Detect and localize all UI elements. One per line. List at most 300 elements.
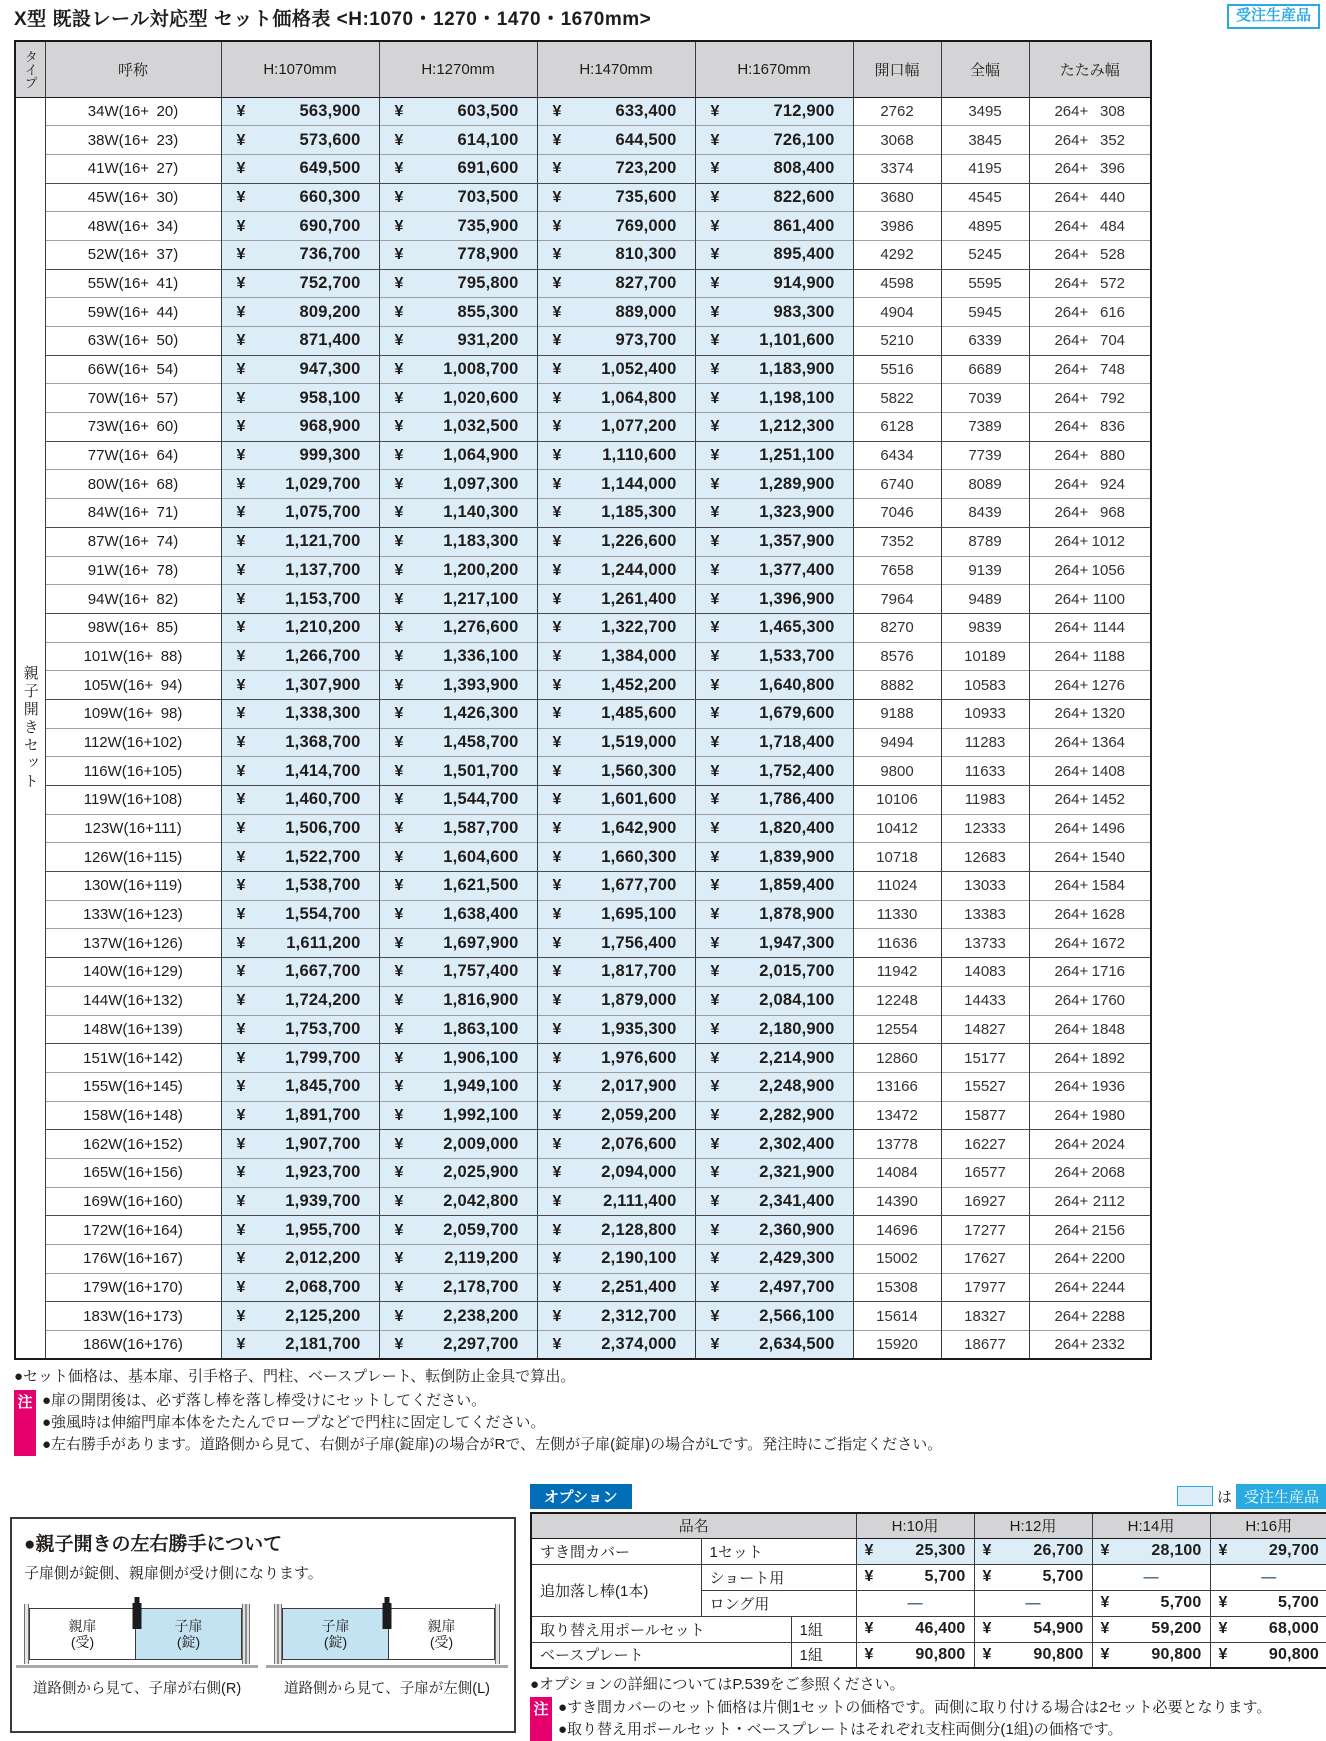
price-cell [379, 298, 537, 327]
model-name: 148W(16+139) [45, 1015, 221, 1044]
yen-symbol: ¥ [236, 1336, 246, 1354]
note-line: ●セット価格は、基本扉、引手格子、門柱、ベースプレート、転倒防止金具で算出。 [14, 1368, 576, 1385]
yen-symbol: ¥ [710, 647, 720, 665]
price-amount: 2,084,100 [759, 991, 835, 1010]
price-amount: 1,185,300 [601, 503, 677, 522]
yen-symbol: ¥ [394, 934, 404, 952]
price-cell [695, 327, 853, 356]
yen-symbol: ¥ [236, 533, 246, 551]
price-amount: 778,900 [457, 245, 519, 264]
price-amount: 2,076,600 [601, 1134, 677, 1153]
price-amount: 871,400 [299, 331, 361, 350]
price-cell [537, 872, 695, 901]
full-width: 11283 [941, 728, 1029, 757]
fold-prefix: 264+ [1054, 131, 1089, 149]
price-cell [221, 154, 379, 183]
fold-value: 1144 [1092, 619, 1126, 637]
model-name: 48W(16+ 34) [45, 212, 221, 241]
price-amount: 2,009,000 [443, 1134, 519, 1153]
price-cell [221, 1130, 379, 1159]
fold-value: 2244 [1091, 1279, 1126, 1297]
price-cell [379, 126, 537, 155]
yen-symbol: ¥ [552, 274, 562, 292]
made-to-order-badge: 受注生産品 [1227, 4, 1320, 29]
price-cell [221, 1158, 379, 1187]
fold-prefix: 264+ [1054, 561, 1089, 579]
price-cell [695, 154, 853, 183]
opening-width: 5822 [853, 384, 941, 413]
gate-post-icon [495, 1604, 500, 1664]
model-name: 186W(16+176) [45, 1331, 221, 1360]
yen-symbol: ¥ [552, 160, 562, 178]
price-amount: 1,756,400 [601, 933, 677, 952]
full-width: 17977 [941, 1273, 1029, 1302]
table-row [15, 728, 1151, 757]
gate-diagram-left [274, 1605, 500, 1663]
price-amount: 1,052,400 [601, 360, 677, 379]
price-cell [537, 1015, 695, 1044]
yen-symbol: ¥ [1100, 1594, 1110, 1611]
fold-width [1029, 413, 1151, 442]
price-amount: 1,697,900 [443, 933, 519, 952]
yen-symbol: ¥ [552, 963, 562, 981]
fold-value: 748 [1099, 361, 1126, 379]
yen-symbol: ¥ [1218, 1645, 1228, 1663]
fold-prefix: 264+ [1054, 1106, 1089, 1124]
full-width: 18677 [941, 1331, 1029, 1360]
yen-symbol: ¥ [394, 877, 404, 895]
price-cell [537, 1072, 695, 1101]
price-cell [695, 872, 853, 901]
model-name: 66W(16+ 54) [45, 355, 221, 384]
price-amount: 1,816,900 [443, 991, 519, 1010]
fold-width [1029, 929, 1151, 958]
yen-symbol: ¥ [394, 791, 404, 809]
price-cell [379, 355, 537, 384]
fold-prefix: 264+ [1054, 1279, 1089, 1297]
model-name: 133W(16+123) [45, 900, 221, 929]
price-amount: 2,282,900 [759, 1105, 835, 1124]
full-width: 8439 [941, 499, 1029, 528]
opening-width: 9188 [853, 699, 941, 728]
price-amount: 1,935,300 [601, 1019, 677, 1038]
fold-prefix: 264+ [1054, 1336, 1089, 1354]
model-name: 63W(16+ 50) [45, 327, 221, 356]
option-price-cell: ¥ 90,800 [1210, 1642, 1326, 1668]
yen-symbol: ¥ [236, 992, 246, 1010]
yen-symbol: ¥ [394, 590, 404, 608]
price-cell [537, 298, 695, 327]
yen-symbol: ¥ [982, 1568, 992, 1585]
yen-symbol: ¥ [394, 1020, 404, 1038]
price-cell [379, 499, 537, 528]
yen-symbol: ¥ [394, 131, 404, 149]
price-cell [379, 1273, 537, 1302]
price-amount: 1,879,000 [601, 991, 677, 1010]
yen-symbol: ¥ [236, 1164, 246, 1182]
price-cell [537, 413, 695, 442]
yen-symbol: ¥ [710, 102, 720, 120]
model-name: 34W(16+ 20) [45, 97, 221, 126]
price-cell [537, 958, 695, 987]
price-amount: 1,276,600 [443, 618, 519, 637]
opening-width: 5516 [853, 355, 941, 384]
yen-symbol: ¥ [394, 906, 404, 924]
price-cell [695, 413, 853, 442]
price-cell [537, 384, 695, 413]
drop-bar-icon [133, 1603, 142, 1629]
price-cell [695, 240, 853, 269]
yen-symbol: ¥ [394, 676, 404, 694]
price-amount: 914,900 [773, 273, 835, 292]
yen-symbol: ¥ [552, 676, 562, 694]
price-amount: 2,566,100 [759, 1306, 835, 1325]
yen-symbol: ¥ [394, 1049, 404, 1067]
options-notes [530, 1674, 1326, 1741]
fold-width [1029, 671, 1151, 700]
price-amount: 2,042,800 [443, 1191, 519, 1210]
price-amount: 1,695,100 [601, 905, 677, 924]
h10-header: H:10用 [856, 1513, 974, 1538]
price-cell [537, 470, 695, 499]
price-cell [379, 1158, 537, 1187]
model-name: 123W(16+111) [45, 814, 221, 843]
price-amount: 947,300 [299, 360, 361, 379]
price-amount: 1,611,200 [286, 933, 361, 952]
full-width: 11633 [941, 757, 1029, 786]
price-cell [695, 384, 853, 413]
opening-width: 3374 [853, 154, 941, 183]
yen-symbol: ¥ [236, 361, 246, 379]
price-amount: 931,200 [457, 331, 519, 350]
opening-width: 3680 [853, 183, 941, 212]
yen-symbol: ¥ [394, 848, 404, 866]
price-amount: 1,075,700 [285, 503, 361, 522]
yen-symbol: ¥ [394, 1221, 404, 1239]
price-amount: 1,501,700 [443, 761, 519, 780]
opening-width-header: 開口幅 [853, 41, 941, 97]
price-cell [695, 1044, 853, 1073]
price-amount: 1,368,700 [285, 732, 361, 751]
price-amount: 726,100 [773, 130, 835, 149]
price-amount: 2,374,000 [601, 1335, 677, 1354]
price-amount: 2,012,200 [285, 1249, 361, 1268]
yen-symbol: ¥ [982, 1620, 992, 1637]
price-amount: 1,266,700 [285, 646, 361, 665]
price-amount: 2,297,700 [443, 1335, 519, 1354]
option-price-cell: ¥ 5,700 [974, 1564, 1092, 1590]
opening-width: 4904 [853, 298, 941, 327]
fold-prefix: 264+ [1054, 791, 1089, 809]
fold-width [1029, 1331, 1151, 1360]
yen-symbol: ¥ [236, 1192, 246, 1210]
fold-value: 396 [1099, 160, 1126, 178]
option-name: 取り替え用ポールセット [531, 1616, 791, 1642]
price-amount: 1,261,400 [601, 589, 677, 608]
fold-width [1029, 183, 1151, 212]
price-amount: 1,677,700 [601, 876, 677, 895]
table-row [15, 1216, 1151, 1245]
price-amount: 1,251,100 [759, 446, 835, 465]
gate-diagram-right-wrap [24, 1605, 250, 1698]
price-amount: 1,020,600 [443, 388, 519, 407]
full-width: 13033 [941, 872, 1029, 901]
fold-value: 1540 [1091, 848, 1126, 866]
yen-symbol: ¥ [394, 1135, 404, 1153]
yen-symbol: ¥ [710, 1106, 720, 1124]
yen-symbol: ¥ [236, 848, 246, 866]
table-row [15, 872, 1151, 901]
price-cell [379, 527, 537, 556]
model-name: 162W(16+152) [45, 1130, 221, 1159]
model-name: 105W(16+ 94) [45, 671, 221, 700]
price-amount: 563,900 [299, 101, 361, 120]
model-name: 38W(16+ 23) [45, 126, 221, 155]
yen-symbol: ¥ [394, 332, 404, 350]
price-amount: 614,100 [457, 130, 519, 149]
full-width: 9839 [941, 613, 1029, 642]
fold-prefix: 264+ [1054, 906, 1089, 924]
yen-symbol: ¥ [710, 504, 720, 522]
price-amount: 1,554,700 [285, 905, 361, 924]
price-amount: 1,679,600 [759, 704, 835, 723]
yen-symbol: ¥ [552, 877, 562, 895]
yen-symbol: ¥ [864, 1568, 874, 1585]
yen-symbol: ¥ [394, 217, 404, 235]
fold-width [1029, 1302, 1151, 1331]
fold-width [1029, 556, 1151, 585]
full-width: 6689 [941, 355, 1029, 384]
price-amount: 1,338,300 [285, 704, 361, 723]
price-cell [537, 1187, 695, 1216]
fold-width-header: たたみ幅 [1029, 41, 1151, 97]
option-row [531, 1616, 1326, 1642]
price-cell [537, 929, 695, 958]
price-cell [537, 613, 695, 642]
price-amount: 1,140,300 [443, 503, 519, 522]
option-price-cell: ¥ 90,800 [1092, 1642, 1210, 1668]
yen-symbol: ¥ [394, 361, 404, 379]
opening-width: 9494 [853, 728, 941, 757]
price-amount: 1,642,900 [601, 819, 677, 838]
price-cell [537, 1044, 695, 1073]
fold-width [1029, 757, 1151, 786]
fold-width [1029, 240, 1151, 269]
opening-width: 9800 [853, 757, 941, 786]
model-name: 155W(16+145) [45, 1072, 221, 1101]
yen-symbol: ¥ [710, 1221, 720, 1239]
yen-symbol: ¥ [236, 475, 246, 493]
price-amount: 644,500 [615, 130, 677, 149]
fold-width [1029, 843, 1151, 872]
options-section [530, 1484, 1326, 1741]
table-row [15, 1273, 1151, 1302]
opening-width: 15614 [853, 1302, 941, 1331]
price-cell [695, 843, 853, 872]
option-row [531, 1564, 1326, 1590]
price-amount: 983,300 [773, 302, 835, 321]
price-cell [221, 298, 379, 327]
price-cell [695, 355, 853, 384]
price-cell [221, 699, 379, 728]
option-unit: ショート用 [701, 1564, 856, 1590]
fold-width [1029, 499, 1151, 528]
price-cell [379, 1015, 537, 1044]
main-notes [14, 1366, 1314, 1456]
yen-symbol: ¥ [710, 561, 720, 579]
option-price-cell: ¥ 28,100 [1092, 1538, 1210, 1564]
fold-width [1029, 97, 1151, 126]
price-amount: 973,700 [615, 331, 677, 350]
price-cell [221, 728, 379, 757]
opening-width: 3068 [853, 126, 941, 155]
price-amount: 2,634,500 [759, 1335, 835, 1354]
yen-symbol: ¥ [236, 647, 246, 665]
fold-width [1029, 269, 1151, 298]
page-header [14, 4, 1320, 31]
yen-symbol: ¥ [710, 246, 720, 264]
opening-width: 11942 [853, 958, 941, 987]
fold-value: 1980 [1091, 1106, 1126, 1124]
options-badge: オプション [530, 1484, 632, 1509]
fold-width [1029, 900, 1151, 929]
price-amount: 958,100 [299, 388, 361, 407]
price-amount: 1,878,900 [759, 905, 835, 924]
fold-value: 1100 [1092, 590, 1126, 608]
yen-symbol: ¥ [236, 332, 246, 350]
yen-symbol: ¥ [236, 762, 246, 780]
yen-symbol: ¥ [552, 848, 562, 866]
price-cell [379, 872, 537, 901]
price-amount: 1,817,700 [601, 962, 677, 981]
full-width: 9139 [941, 556, 1029, 585]
price-amount: 2,248,900 [759, 1077, 835, 1096]
opening-width: 7964 [853, 585, 941, 614]
fold-prefix: 264+ [1054, 705, 1089, 723]
model-name: 179W(16+170) [45, 1273, 221, 1302]
yen-symbol: ¥ [552, 389, 562, 407]
fold-prefix: 264+ [1054, 963, 1089, 981]
opening-width: 7658 [853, 556, 941, 585]
price-amount: 752,700 [299, 273, 361, 292]
yen-symbol: ¥ [394, 619, 404, 637]
fold-value: 1056 [1091, 561, 1126, 579]
handedness-box [10, 1517, 516, 1733]
yen-symbol: ¥ [394, 762, 404, 780]
fold-prefix: 264+ [1054, 619, 1089, 637]
price-amount: 1,923,700 [285, 1163, 361, 1182]
model-name: 94W(16+ 82) [45, 585, 221, 614]
full-width: 11983 [941, 786, 1029, 815]
price-cell [537, 240, 695, 269]
price-amount: 1,244,000 [601, 560, 677, 579]
option-unit: 1組 [791, 1616, 856, 1642]
gate-caption-left: 道路側から見て、子扉が左側(L) [284, 1681, 490, 1697]
price-cell [221, 814, 379, 843]
yen-symbol: ¥ [394, 733, 404, 751]
yen-symbol: ¥ [710, 762, 720, 780]
price-cell [379, 1072, 537, 1101]
yen-symbol: ¥ [710, 820, 720, 838]
price-cell [537, 126, 695, 155]
table-row [15, 1331, 1151, 1360]
yen-symbol: ¥ [552, 418, 562, 436]
option-price-cell: ¥ 5,700 [856, 1564, 974, 1590]
table-row [15, 671, 1151, 700]
yen-symbol: ¥ [552, 1192, 562, 1210]
price-cell [379, 97, 537, 126]
yen-symbol: ¥ [394, 992, 404, 1010]
price-amount: 2,321,900 [759, 1163, 835, 1182]
yen-symbol: ¥ [236, 676, 246, 694]
model-name: 101W(16+ 88) [45, 642, 221, 671]
price-cell [695, 126, 853, 155]
price-amount: 1,839,900 [759, 847, 835, 866]
yen-symbol: ¥ [552, 1049, 562, 1067]
price-cell [695, 1101, 853, 1130]
yen-symbol: ¥ [552, 1250, 562, 1268]
price-cell [695, 986, 853, 1015]
price-cell [221, 1187, 379, 1216]
price-cell [379, 986, 537, 1015]
price-amount: 895,400 [773, 245, 835, 264]
yen-symbol: ¥ [982, 1542, 992, 1559]
yen-symbol: ¥ [552, 1164, 562, 1182]
price-table [14, 40, 1152, 1360]
full-width: 7039 [941, 384, 1029, 413]
price-amount: 1,621,500 [443, 876, 519, 895]
price-cell [221, 757, 379, 786]
price-amount: 1,667,700 [285, 962, 361, 981]
yen-symbol: ¥ [710, 475, 720, 493]
opening-width: 6128 [853, 413, 941, 442]
price-cell [695, 642, 853, 671]
price-cell [221, 1273, 379, 1302]
yen-symbol: ¥ [236, 1020, 246, 1038]
yen-symbol: ¥ [552, 733, 562, 751]
price-amount: 1,949,100 [443, 1077, 519, 1096]
option-price-cell: ¥ 5,700 [1210, 1590, 1326, 1616]
yen-symbol: ¥ [1100, 1620, 1110, 1637]
note-line: ●扉の開閉後は、必ず落し棒を落し棒受けにセットしてください。 [42, 1392, 487, 1409]
price-amount: 2,017,900 [601, 1077, 677, 1096]
opening-width: 4598 [853, 269, 941, 298]
price-cell [537, 1331, 695, 1360]
price-amount: 1,097,300 [443, 474, 519, 493]
price-cell [221, 1072, 379, 1101]
table-row [15, 126, 1151, 155]
fold-prefix: 264+ [1054, 160, 1089, 178]
fold-width [1029, 1187, 1151, 1216]
full-width: 10583 [941, 671, 1029, 700]
yen-symbol: ¥ [552, 791, 562, 809]
price-cell [695, 298, 853, 327]
price-cell [221, 1216, 379, 1245]
price-amount: 1,947,300 [759, 933, 835, 952]
price-cell [537, 154, 695, 183]
yen-symbol: ¥ [552, 992, 562, 1010]
yen-symbol: ¥ [236, 1250, 246, 1268]
page-title: X型 既設レール対応型 セット価格表 <H:1070・1270・1470・1670mm> [14, 9, 652, 30]
yen-symbol: ¥ [236, 1049, 246, 1067]
fold-width [1029, 1273, 1151, 1302]
fold-width [1029, 613, 1151, 642]
price-cell [695, 814, 853, 843]
price-amount: 1,939,700 [285, 1191, 361, 1210]
yen-symbol: ¥ [236, 274, 246, 292]
yen-symbol: ¥ [710, 963, 720, 981]
fold-value: 528 [1099, 246, 1126, 264]
